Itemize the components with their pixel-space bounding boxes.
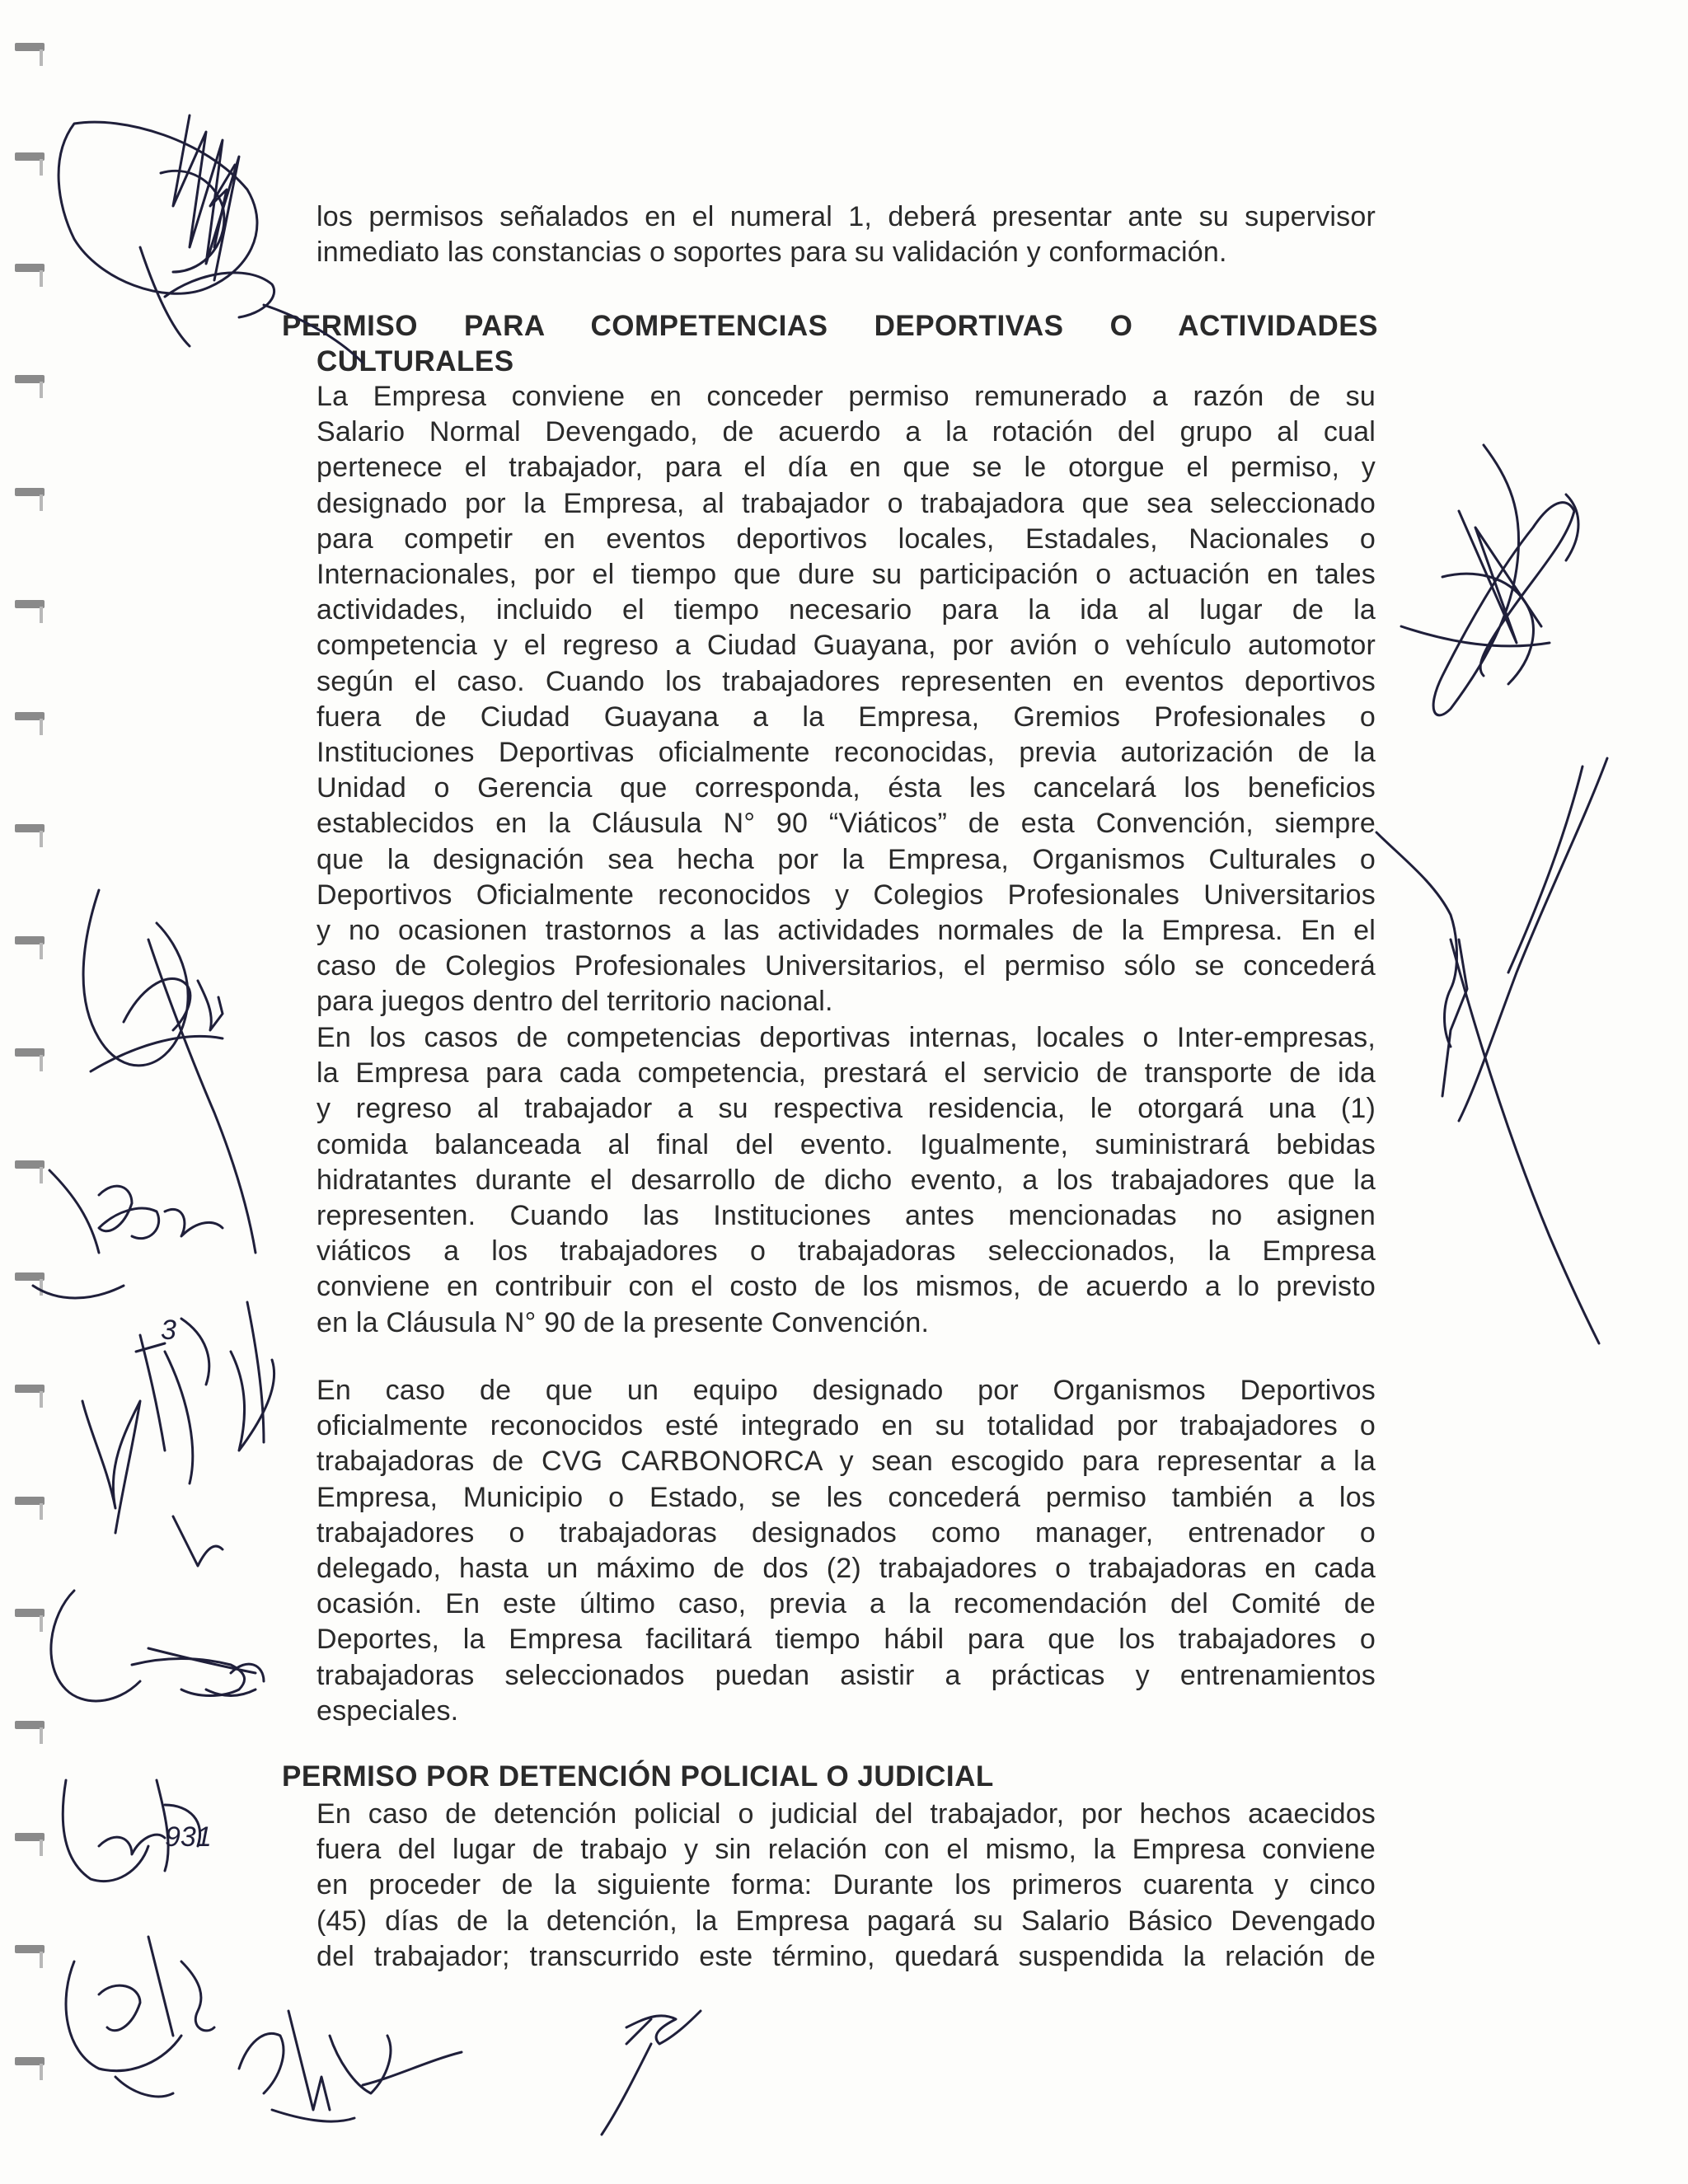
- text-line: en proceder de la siguiente forma: Durante los primeros cuarenta y cinco: [316, 1869, 1376, 1901]
- text-line: la Empresa para cada competencia, prestará el servicio de transporte de ida: [316, 1057, 1376, 1090]
- text-line: caso de Colegios Profesionales Universitarios, el permiso sólo se concederá: [316, 950, 1376, 982]
- binder-mark: [15, 824, 45, 832]
- text-line: Instituciones Deportivas oficialmente reconocidas, previa autorización de la: [316, 737, 1376, 769]
- text-line: establecidos en la Cláusula N° 90 “Viáticos” de esta Convención, siempre: [316, 808, 1376, 840]
- binder-mark: [15, 43, 45, 51]
- signature-left-lower: [33, 1170, 223, 1298]
- binder-mark: [15, 1048, 45, 1057]
- text-line: del trabajador; transcurrido este término, quedará suspendida la relación de: [316, 1940, 1376, 1972]
- text-line: En los casos de competencias deportivas internas, locales o Inter-empresas,: [316, 1022, 1376, 1053]
- binder-mark: [15, 1833, 45, 1841]
- text-line: oficialmente reconocidos esté integrado en su totalidad por trabajadores o: [316, 1410, 1376, 1442]
- text-line: y regreso al trabajador a su respectiva residencia, le otorgará una (1): [316, 1093, 1376, 1125]
- text-line: que la designación sea hecha por la Empresa, Organismos Culturales o: [316, 843, 1376, 875]
- binder-mark: [15, 375, 45, 383]
- text-line: Empresa, Municipio o Estado, se les concederá permiso también a los: [316, 1481, 1376, 1513]
- text-line: designado por la Empresa, al trabajador o trabajadora que sea seleccionado: [316, 487, 1376, 519]
- text-line: según el caso. Cuando los trabajadores representen en eventos deportivos: [316, 665, 1376, 697]
- text-line: hidratantes durante el desarrollo de dicho evento, a los trabajadores que la: [316, 1164, 1376, 1196]
- signature-annotation: 3: [161, 1315, 176, 1346]
- signature-annotation: 931: [165, 1821, 212, 1853]
- binder-mark: [15, 2057, 45, 2065]
- section1-paragraph-2: [316, 1020, 1376, 1341]
- heading-line: PERMISO PARA COMPETENCIAS DEPORTIVAS O ACTIVIDADES: [282, 310, 1378, 342]
- text-line: viáticos a los trabajadores o trabajadoras seleccionados, la Empresa: [316, 1235, 1376, 1268]
- text-line: (45) días de la detención, la Empresa pagará su Salario Básico Devengado: [316, 1905, 1376, 1937]
- signature-bottom-center-left: [239, 2011, 462, 2121]
- binder-mark: [15, 1721, 45, 1729]
- signature-bottom-center: [602, 2011, 701, 2135]
- text-line: ocasión. En este último caso, previa a la recomendación del Comité de: [316, 1588, 1376, 1620]
- signature-right: [1401, 445, 1578, 715]
- text-line: delegado, hasta un máximo de dos (2) trabajadores o trabajadoras en cada: [316, 1553, 1376, 1585]
- text-line: representen. Cuando las Instituciones antes mencionadas no asignen: [316, 1200, 1376, 1232]
- text-line: en la Cláusula N° 90 de la presente Convención.: [316, 1306, 930, 1338]
- binder-mark: [15, 936, 45, 944]
- text-line: Unidad o Gerencia que corresponda, ésta les cancelará los beneficios: [316, 772, 1376, 804]
- binder-mark: [15, 600, 45, 608]
- binder-mark: [15, 1609, 45, 1617]
- binder-hole-marks: [15, 0, 48, 2184]
- text-line: para competir en eventos deportivos locales, Estadales, Nacionales o: [316, 523, 1376, 555]
- signature-left-bottom-4: [66, 1937, 214, 2097]
- heading-line: PERMISO POR DETENCIÓN POLICIAL O JUDICIAL: [282, 1760, 994, 1793]
- text-line: inmediato las constancias o soportes para su validación y conformación.: [316, 237, 1227, 269]
- section1-paragraph-3: [316, 1373, 1376, 1729]
- signature-left-bottom-2: [51, 1591, 264, 1701]
- text-line: conviene en contribuir con el costo de los mismos, de acuerdo a lo previsto: [316, 1271, 1376, 1303]
- text-line: fuera del lugar de trabajo y sin relación con el mismo, la Empresa conviene: [316, 1834, 1376, 1866]
- text-line: trabajadoras seleccionados puedan asistir a prácticas y entrenamientos: [316, 1659, 1376, 1691]
- binder-mark: [15, 712, 45, 720]
- text-line: pertenece el trabajador, para el día en que se le otorgue el permiso, y: [316, 452, 1376, 484]
- signature-left-bottom-1: [82, 1302, 274, 1566]
- text-line: comida balanceada al final del evento. Igualmente, suministrará bebidas: [316, 1128, 1376, 1160]
- binder-mark: [15, 1945, 45, 1953]
- text-line: Deportivos Oficialmente reconocidos y Colegios Profesionales Universitarios: [316, 879, 1376, 911]
- text-line: para juegos dentro del territorio nacional.: [316, 986, 833, 1018]
- text-line: y no ocasionen trastornos a las actividades normales de la Empresa. En el: [316, 915, 1376, 947]
- text-line: los permisos señalados en el numeral 1, deberá presentar ante su supervisor: [316, 201, 1376, 232]
- text-line: Salario Normal Devengado, de acuerdo a la rotación del grupo al cual: [316, 416, 1376, 448]
- section2-paragraph-1: [316, 1797, 1376, 1975]
- text-line: La Empresa conviene en conceder permiso remunerado a razón de su: [316, 381, 1376, 412]
- text-line: fuera de Ciudad Guayana a la Empresa, Gremios Profesionales o: [316, 701, 1376, 733]
- heading-line: CULTURALES: [316, 345, 514, 377]
- binder-mark: [15, 488, 45, 496]
- text-line: competencia y el regreso a Ciudad Guayana, por avión o vehículo automotor: [316, 630, 1376, 662]
- text-line: Internacionales, por el tiempo que dure su participación o actuación en tales: [316, 559, 1376, 591]
- signature-left-bottom-3: [63, 1780, 199, 1882]
- binder-mark: [15, 1160, 45, 1169]
- text-line: Deportes, la Empresa facilitará tiempo hábil para que los trabajadores o: [316, 1624, 1376, 1656]
- text-line: trabajadoras de CVG CARBONORCA y sean escogido para representar a la: [316, 1446, 1376, 1478]
- binder-mark: [15, 264, 45, 272]
- section-heading-competencias: [282, 308, 1378, 379]
- section-heading-detencion: [282, 1759, 1378, 1794]
- text-line: especiales.: [316, 1694, 459, 1727]
- binder-mark: [15, 1385, 45, 1393]
- text-line: En caso de que un equipo designado por Organismos Deportivos: [316, 1375, 1376, 1406]
- binder-mark: [15, 1497, 45, 1505]
- binder-mark: [15, 152, 45, 161]
- signature-right-long: [1376, 758, 1607, 1343]
- text-line: actividades, incluido el tiempo necesario para la ida al lugar de la: [316, 594, 1376, 626]
- signature-left-middle: [83, 890, 256, 1253]
- text-line: En caso de detención policial o judicial del trabajador, por hechos acaecidos: [316, 1798, 1376, 1830]
- section1-paragraph-1: [316, 379, 1376, 1020]
- intro-paragraph: [316, 199, 1376, 270]
- text-line: trabajadores o trabajadoras designados como manager, entrenador o: [316, 1516, 1376, 1549]
- binder-mark: [15, 1272, 45, 1281]
